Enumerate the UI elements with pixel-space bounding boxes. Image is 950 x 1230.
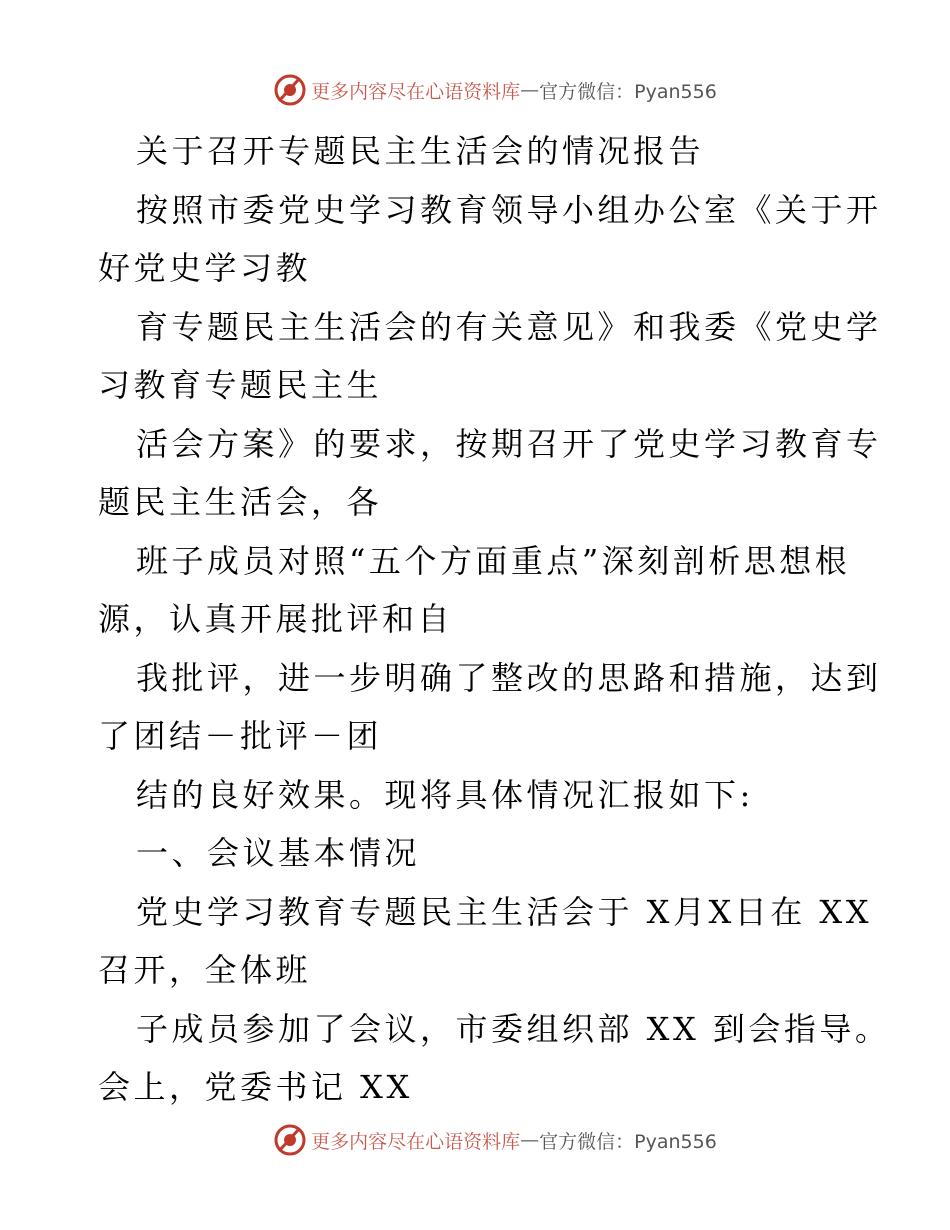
paragraph-line: 党史学习教育专题民主生活会于 X月X日在 XX <box>136 892 872 931</box>
paragraph-line: 召开，全体班 <box>98 951 312 989</box>
header-separator: — <box>520 79 540 101</box>
header-wechat-text: 官方微信：Pyan556 <box>539 80 717 103</box>
paragraph-line: 会上，党委书记 XX <box>98 1068 413 1106</box>
footer-promo-text: 更多内容尽在心语资料库 <box>311 1130 521 1153</box>
document-body <box>98 122 891 1117</box>
paragraph-line: 结的良好效果。现将具体情况汇报如下: <box>136 775 754 814</box>
footer-banner <box>0 1120 950 1160</box>
footer-wechat-text: 官方微信：Pyan556 <box>539 1130 717 1153</box>
paragraph-line: 活会方案》的要求，按期召开了党史学习教育专 <box>136 424 882 463</box>
header-banner <box>0 70 950 110</box>
paragraph-line: 源，认真开展批评和自 <box>98 600 454 638</box>
paragraph-line: 好党史学习教 <box>98 249 312 287</box>
document-title: 关于召开专题民主生活会的情况报告 <box>136 132 705 170</box>
header-promo-text: 更多内容尽在心语资料库 <box>311 80 521 103</box>
section-heading: 一、会议基本情况 <box>136 834 421 872</box>
paragraph-line: 班子成员对照“五个方面重点”深刻剖析思想根 <box>136 541 851 580</box>
footer-separator: — <box>520 1129 540 1151</box>
paragraph-line: 了团结－批评－团 <box>98 717 383 755</box>
paragraph-line: 按照市委党史学习教育领导小组办公室《关于开 <box>136 190 882 229</box>
paragraph-line: 题民主生活会，各 <box>98 483 383 521</box>
paragraph-line: 育专题民主生活会的有关意见》和我委《党史学 <box>136 307 882 346</box>
paragraph-line: 子成员参加了会议，市委组织部 XX 到会指导。 <box>136 1009 891 1048</box>
brand-logo-icon <box>273 73 307 107</box>
paragraph-line: 习教育专题民主生 <box>98 366 383 404</box>
brand-logo-icon <box>273 1123 307 1157</box>
paragraph-line: 我批评，进一步明确了整改的思路和措施，达到 <box>136 658 882 697</box>
